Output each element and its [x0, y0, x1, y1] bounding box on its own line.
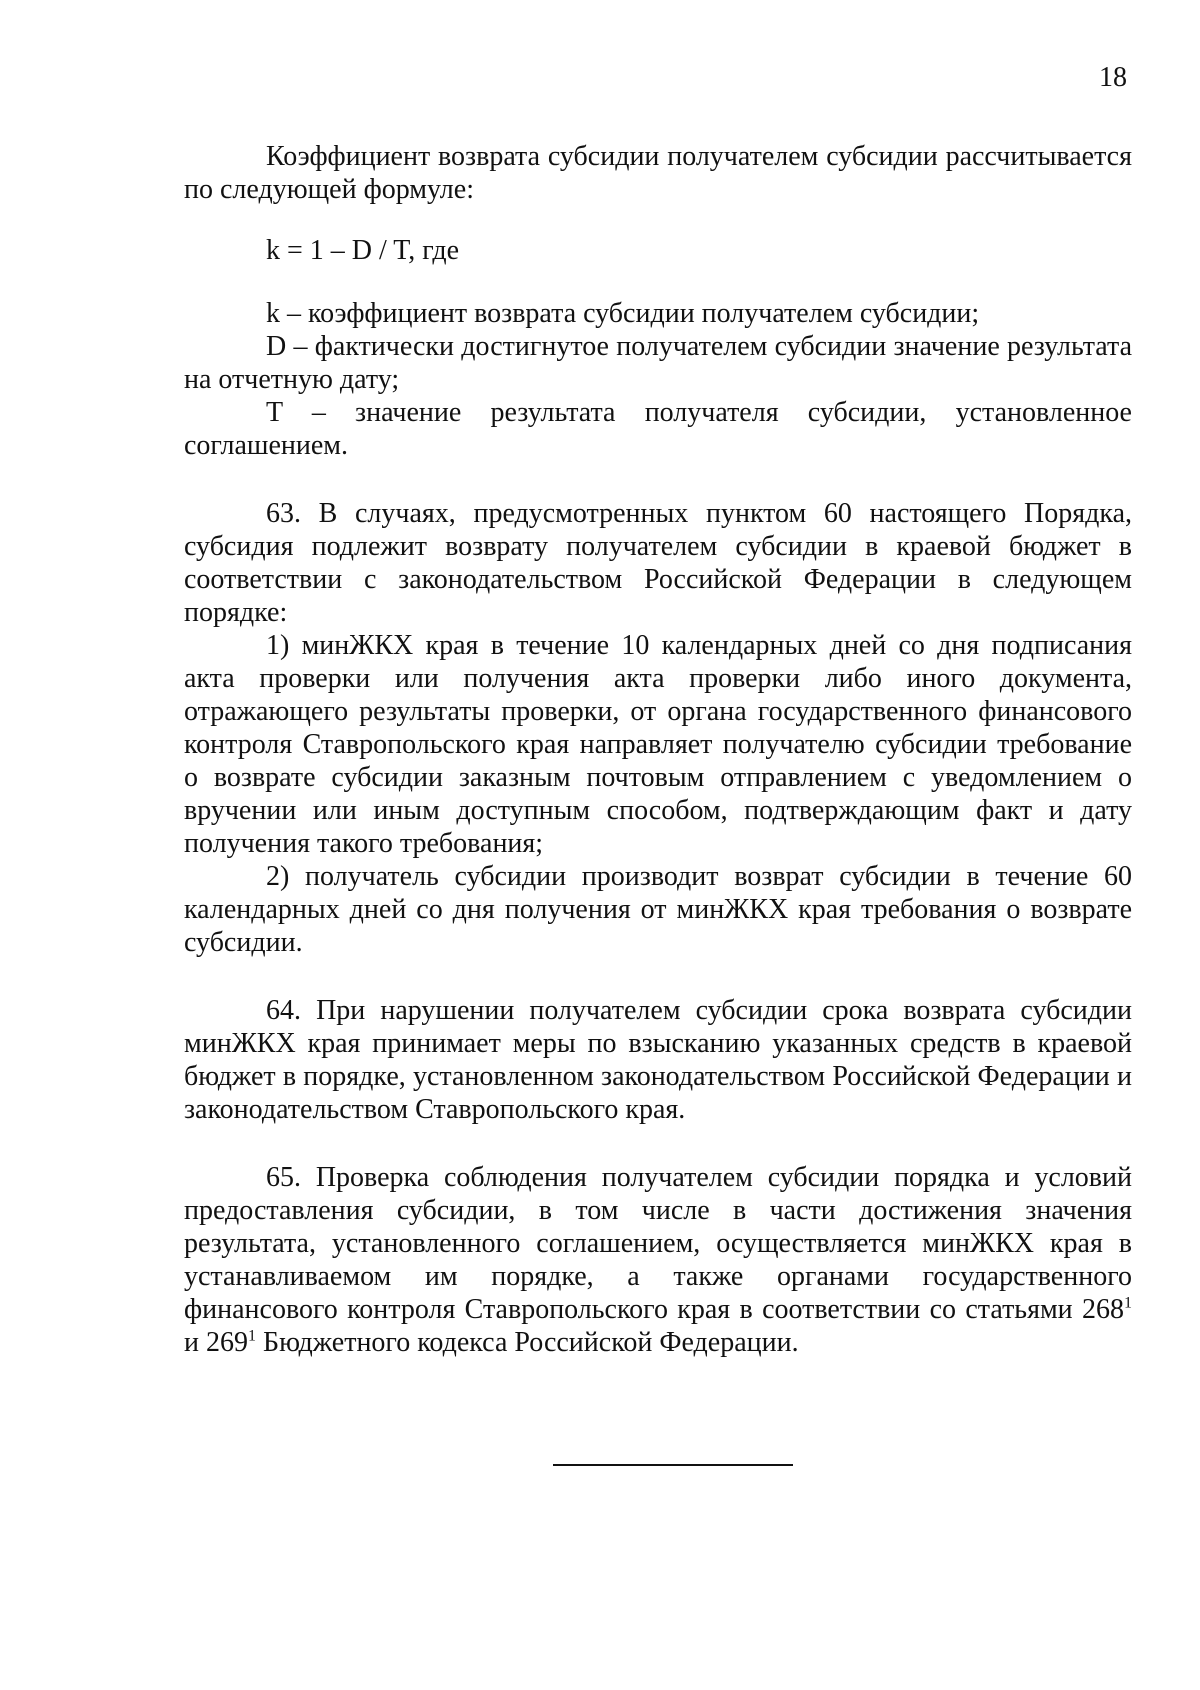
paragraph-65-text-part-1: 65. Проверка соблюдения получателем субсидии порядка и условий предоставления субсидии, в том числе в части достижения значения результата, установленного соглашением, осуществляется минЖКХ края в устанавливаемом им порядке, а также органами государственного финансового контроля Ставропольского края в соответствии со статьями 268 — [184, 1162, 1132, 1325]
definition-k: k – коэффициент возврата субсидии получателем субсидии; — [266, 298, 980, 329]
return-coefficient-formula: k = 1 – D / T, где — [266, 235, 460, 266]
article-269-superscript: 1 — [247, 1327, 256, 1345]
paragraph-65-text-part-2: и 269 — [184, 1327, 248, 1358]
definition-d: D – фактически достигнутое получателем субсидии значение результата на отчетную дату; — [184, 331, 1132, 395]
paragraph-64: 64. При нарушении получателем субсидии срока возврата субсидии минЖКХ края принимает меры по взысканию указанных средств в краевой бюджет в порядке, установленном законодательством Российской Федерации и законодательством Ставропольского края. — [184, 995, 1132, 1125]
paragraph-63: 63. В случаях, предусмотренных пунктом 60 настоящего Порядка, субсидия подлежит возврату получателем субсидии в краевой бюджет в соответствии с законодательством Российской Федерации в следующем порядке: — [184, 498, 1132, 628]
formula-intro: Коэффициент возврата субсидии получателем субсидии рассчитывается по следующей формуле: — [184, 141, 1132, 205]
closing-horizontal-rule — [553, 1464, 793, 1466]
paragraph-63-item-1: 1) минЖКХ края в течение 10 календарных дней со дня подписания акта проверки или получения акта проверки либо иного документа, отражающего результаты проверки, от органа государственного финансового контроля Ставропольского края направляет получателю субсидии требование о возврате субсидии заказным почтовым отправлением с уведомлением о вручении или иным доступным способом, подтверждающим факт и дату получения такого требования; — [184, 630, 1132, 859]
article-268-superscript: 1 — [1124, 1294, 1132, 1312]
paragraph-63-item-2: 2) получатель субсидии производит возврат субсидии в течение 60 календарных дней со дня получения от минЖКХ края требования о возврате субсидии. — [184, 861, 1132, 958]
page-number: 18 — [1099, 62, 1127, 93]
definition-t: T – значение результата получателя субсидии, установленное соглашением. — [184, 397, 1132, 461]
paragraph-65 — [184, 1161, 1132, 1359]
paragraph-65-text-part-3: Бюджетного кодекса Российской Федерации. — [255, 1327, 799, 1358]
document-body — [184, 140, 1132, 1359]
